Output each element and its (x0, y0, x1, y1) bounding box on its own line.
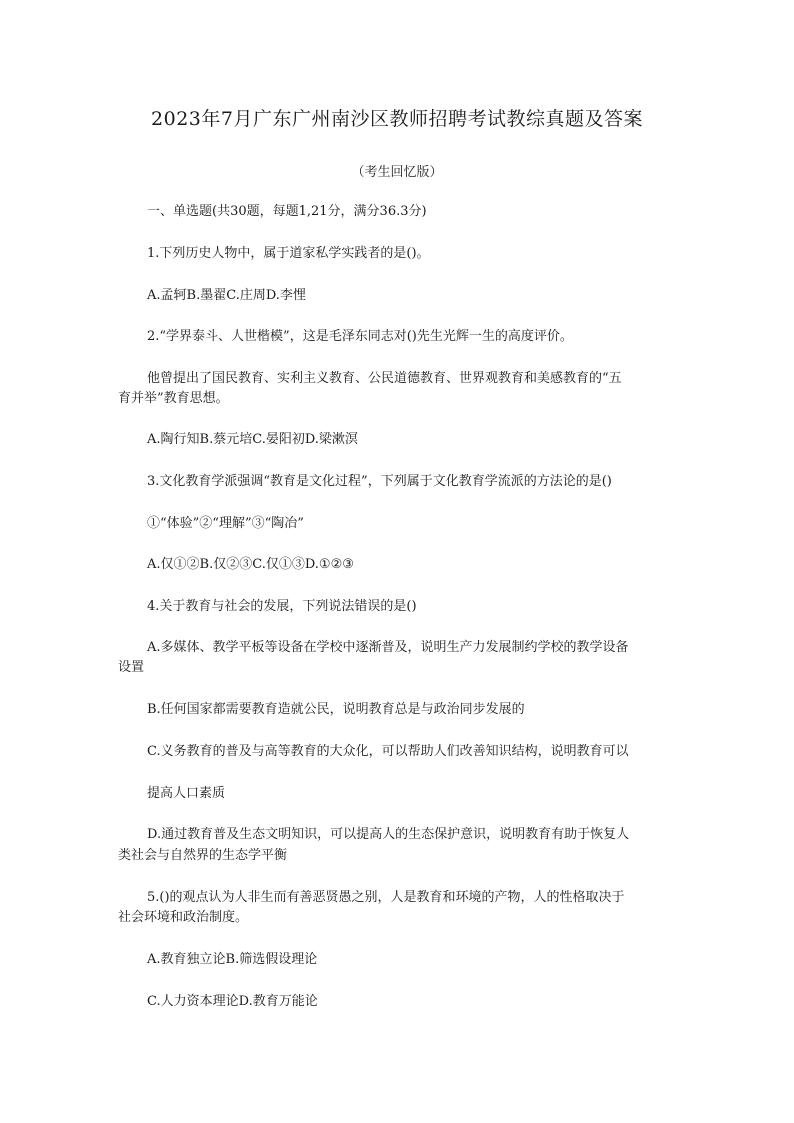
question-2-context-line1: 他曾提出了国民教育、实利主义教育、公民道德教育、世界观教育和美感教育的“五 (147, 371, 622, 386)
question-1-options: A.孟轲B.墨翟C.庄周D.李悝 (147, 288, 306, 303)
question-1-stem: 1.下列历史人物中，属于道家私学实践者的是()。 (147, 246, 430, 261)
question-4-stem: 4.关于教育与社会的发展，下列说法错误的是() (147, 599, 417, 614)
question-4-option-d-line1: D.通过教育普及生态文明知识，可以提高人的生态保护意识，说明教育有助于恢复人 (147, 827, 630, 842)
question-5-stem-line2: 社会环境和政治制度。 (118, 910, 249, 925)
question-3-options: A.仅①②B.仅②③C.仅①③D.①②③ (147, 557, 354, 572)
question-5-stem-line1: 5.()的观点认为人非生而有善恶贤愚之别，人是教育和环境的产物，人的性格取决于 (147, 890, 625, 905)
question-3-items: ①“体验”②“理解”③“陶冶” (147, 516, 304, 531)
question-5-options-ab: A.教育独立论B.筛选假设理论 (147, 952, 318, 967)
question-2-options: A.陶行知B.蔡元培C.晏阳初D.梁漱溟 (147, 432, 358, 447)
question-4-option-a-line1: A.多媒体、教学平板等设备在学校中逐渐普及，说明生产力发展制约学校的教学设备 (147, 640, 629, 655)
question-4-option-d-line2: 类社会与自然界的生态学平衡 (118, 848, 288, 863)
section-heading: 一、单选题(共30题，每题1,21分，满分36.3分) (147, 204, 427, 219)
document-title: 2023年7月广东广州南沙区教师招聘考试教综真题及答案 (151, 108, 643, 130)
question-4-option-a-line2: 设置 (118, 660, 145, 675)
question-4-option-b: B.任何国家都需要教育造就公民，说明教育总是与政治同步发展的 (147, 702, 525, 717)
question-5-options-cd: C.人力资本理论D.教育万能论 (147, 994, 318, 1009)
question-4-option-c-line2: 提高人口素质 (147, 786, 226, 801)
question-4-option-c-line1: C.义务教育的普及与高等教育的大众化，可以帮助人们改善知识结构，说明教育可以 (147, 744, 629, 759)
document-subtitle: （考生回忆版） (351, 165, 443, 180)
question-2-context-line2: 育并举”教育思想。 (118, 391, 229, 406)
question-3-stem: 3.文化教育学派强调“教育是文化过程”，下列属于文化教育学流派的方法论的是() (147, 474, 612, 489)
question-2-stem: 2.“学界泰斗、人世楷模”，这是毛泽东同志对()先生光辉一生的高度评价。 (147, 329, 573, 344)
